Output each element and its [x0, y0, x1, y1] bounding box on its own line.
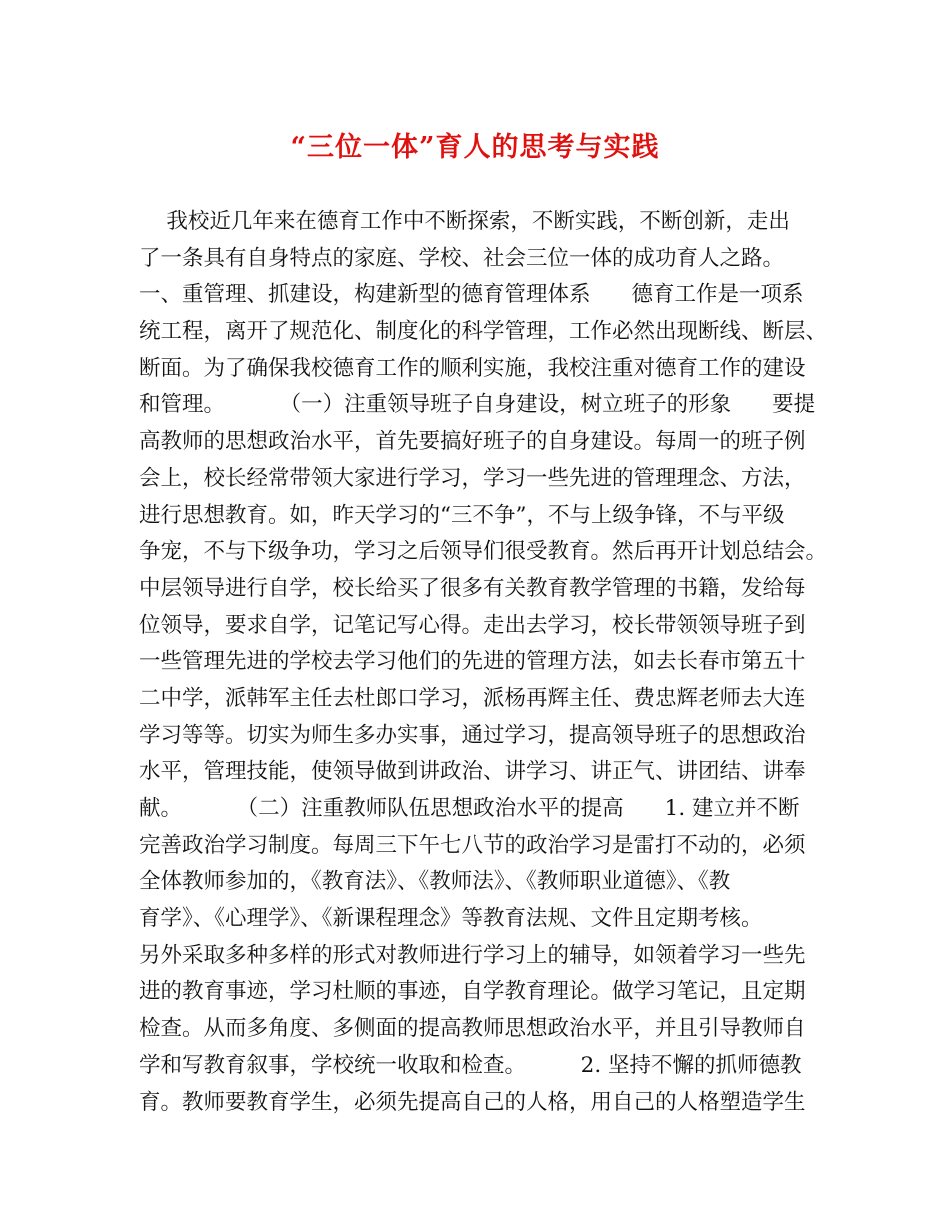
body-line: 献。 （二）注重教师队伍思想政治水平的提高 1. 建立并不断 [139, 796, 800, 821]
body-line: 断面。为了确保我校德育工作的顺利实施，我校注重对德育工作的建设 [139, 355, 806, 381]
body-line: 另外采取多种多样的形式对教师进行学习上的辅导，如领着学习一些先 [139, 942, 806, 968]
body-line: 水平，管理技能，使领导做到讲政治、讲学习、讲正气、讲团结、讲奉 [139, 759, 806, 785]
body-line: 我校近几年来在德育工作中不断探索，不断实践，不断创新，走出 [139, 209, 790, 234]
body-line: 争宠，不与下级争功，学习之后领导们很受教育。然后再开计划总结会。 [139, 539, 828, 565]
body-line: 育学》、《心理学》、《新课程理念》等教育法规、文件且定期考核。 [139, 906, 763, 932]
document-title: “三位一体”育人的思考与实践 [290, 132, 660, 163]
document-body [139, 204, 828, 1121]
body-line: 一、重管理、抓建设，构建新型的德育管理体系 德育工作是一项系 [139, 282, 804, 308]
body-line: 完善政治学习制度。每周三下午七八节的政治学习是雷打不动的，必须 [139, 832, 806, 858]
body-line: 和管理。 （一）注重领导班子自身建设，树立班子的形象 要提 [139, 392, 816, 418]
body-line: 高教师的思想政治水平，首先要搞好班子的自身建设。每周一的班子例 [139, 429, 806, 455]
body-line: 会上，校长经常带领大家进行学习，学习一些先进的管理理念、方法， [139, 465, 806, 491]
body-line: 育。教师要教育学生，必须先提高自己的人格，用自己的人格塑造学生 [139, 1089, 806, 1115]
body-line: 学习等等。切实为师生多办实事，通过学习，提高领导班子的思想政治 [139, 722, 806, 748]
body-line: 进行思想教育。如，昨天学习的“三不争”，不与上级争锋，不与平级 [139, 502, 785, 528]
body-line: 中层领导进行自学，校长给买了很多有关教育教学管理的书籍，发给每 [139, 575, 806, 601]
body-line: 了一条具有自身特点的家庭、学校、社会三位一体的成功育人之路。 [139, 245, 785, 271]
body-line: 全体教师参加的，《教育法》、《教师法》、《教师职业道德》、《教 [139, 869, 731, 895]
body-line: 一些管理先进的学校去学习他们的先进的管理方法，如去长春市第五十 [139, 649, 806, 675]
body-line: 统工程，离开了规范化、制度化的科学管理，工作必然出现断线、断层、 [139, 319, 828, 345]
body-line: 学和写教育叙事，学校统一收取和检查。 2. 坚持不懈的抓师德教 [139, 1052, 802, 1078]
body-line: 进的教育事迹，学习杜顺的事迹，自学教育理论。做学习笔记，且定期 [139, 979, 806, 1005]
body-line: 二中学，派韩军主任去杜郎口学习，派杨再辉主任、费忠辉老师去大连 [139, 685, 806, 711]
body-line: 位领导，要求自学，记笔记写心得。走出去学习，校长带领领导班子到 [139, 612, 806, 638]
body-line: 检查。从而多角度、多侧面的提高教师思想政治水平，并且引导教师自 [139, 1016, 806, 1042]
